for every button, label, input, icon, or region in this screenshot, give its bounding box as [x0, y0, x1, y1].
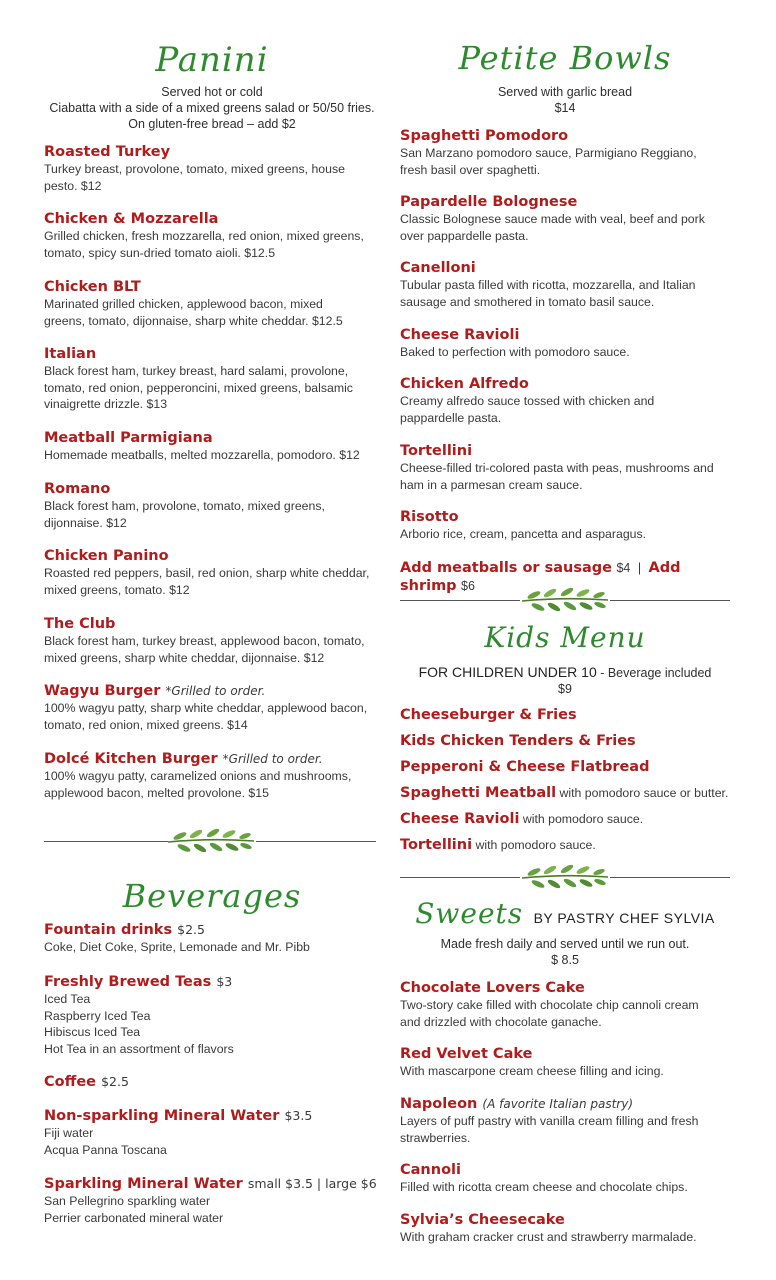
olive-branch-divider: [400, 585, 730, 615]
menu-item: Chocolate Lovers Cake Two-story cake filled with chocolate chip cannoli cream and drizzled with chocolate ganache.: [400, 980, 699, 1029]
menu-item: Meatball Parmigiana Homemade meatballs, melted mozzarella, pomodoro. $12: [44, 430, 360, 462]
kids-item: Cheeseburger & Fries: [400, 707, 577, 723]
menu-item: Papardelle Bolognese Classic Bolognese sauce made with veal, beef and pork over pappardelle pasta.: [400, 194, 705, 243]
olive-branch-icon: [166, 826, 256, 856]
beverage-item: Sparkling Mineral Water small $3.5 | large $6 San Pellegrino sparkling water Perrier carbonated mineral water: [44, 1176, 377, 1225]
menu-item: Red Velvet Cake With mascarpone cream cheese filling and icing.: [400, 1046, 664, 1078]
menu-item: Spaghetti Pomodoro San Marzano pomodoro sauce, Parmigiano Reggiano, fresh basil over spaghetti.: [400, 128, 697, 177]
beverage-item: Fountain drinks $2.5 Coke, Diet Coke, Sprite, Lemonade and Mr. Pibb: [44, 922, 310, 954]
petite-bowls-subtitle: Served with garlic bread $14: [497, 85, 633, 115]
beverage-item: Coffee $2.5: [44, 1074, 129, 1090]
menu-item: Canelloni Tubular pasta filled with ricotta, mozzarella, and Italian sausage and smothered in tomato basil sauce.: [400, 260, 696, 309]
olive-branch-divider: [44, 826, 376, 856]
menu-item: Chicken & Mozzarella Grilled chicken, fresh mozzarella, red onion, mixed greens, tomato, spicy sun-dried tomato aioli. $12.5: [44, 211, 364, 260]
menu-item: Chicken Alfredo Creamy alfredo sauce tossed with chicken and pappardelle pasta.: [400, 376, 655, 425]
menu-item: Wagyu Burger *Grilled to order. 100% wagyu patty, sharp white cheddar, applewood bacon, tomato, red onion, mixed greens. $14: [44, 683, 368, 732]
menu-item: Sylvia’s Cheesecake With graham cracker crust and strawberry marmalade.: [400, 1212, 697, 1244]
menu-item: Dolcé Kitchen Burger *Grilled to order. 100% wagyu patty, caramelized onions and mushrooms, applewood bacon, melted provolone. $15: [44, 751, 352, 800]
kids-menu-subtitle: FOR CHILDREN UNDER 10 - Beverage included $9: [418, 664, 712, 696]
menu-item: Cheese Ravioli Baked to perfection with pomodoro sauce.: [400, 327, 630, 359]
menu-item: Chicken BLT Marinated grilled chicken, applewood bacon, mixed greens, tomato, dijonnaise, sharp white cheddar. $12.5: [44, 279, 343, 328]
grilled-note: *Grilled to order.: [165, 684, 266, 698]
sweets-subtitle: Made fresh daily and served until we run out. $ 8.5: [440, 937, 690, 967]
kids-item: Kids Chicken Tenders & Fries: [400, 733, 636, 749]
beverage-item: Freshly Brewed Teas $3 Iced Tea Raspberry Iced Tea Hibiscus Iced Tea Hot Tea in an assortment of flavors: [44, 974, 234, 1056]
menu-item: Chicken Panino Roasted red peppers, basil, red onion, sharp white cheddar, mixed greens, tomato. $12: [44, 548, 370, 597]
kids-item: Spaghetti Meatball with pomodoro sauce or butter.: [400, 785, 729, 801]
olive-branch-icon: [520, 862, 610, 892]
menu-item: Roasted Turkey Turkey breast, provolone, tomato, mixed greens, house pesto. $12: [44, 144, 345, 193]
menu-item: Risotto Arborio rice, cream, pancetta and asparagus.: [400, 509, 647, 541]
add-ons: Add meatballs or sausage $4 | Add shrimp $6: [400, 560, 681, 594]
grilled-note: *Grilled to order.: [222, 752, 323, 766]
panini-subtitle: Served hot or cold Ciabatta with a side of a mixed greens salad or 50/50 fries. On gluten-free bread – add $2: [49, 85, 375, 131]
kids-menu-heading: Kids Menu: [484, 621, 646, 654]
kids-item: Cheese Ravioli with pomodoro sauce.: [400, 811, 644, 827]
kids-item: Pepperoni & Cheese Flatbread: [400, 759, 650, 775]
olive-branch-divider: [400, 862, 730, 892]
beverages-heading: Beverages: [122, 877, 302, 915]
kids-item: Tortellini with pomodoro sauce.: [400, 837, 596, 853]
menu-item: Romano Black forest ham, provolone, tomato, mixed greens, dijonnaise. $12: [44, 481, 325, 530]
petite-bowls-heading: Petite Bowls: [458, 39, 672, 77]
olive-branch-icon: [520, 585, 610, 615]
menu-item: The Club Black forest ham, turkey breast, applewood bacon, tomato, mixed greens, sharp white cheddar, dijonnaise. $12: [44, 616, 365, 665]
sweets-heading-row: [400, 894, 730, 934]
menu-item: Cannoli Filled with ricotta cream cheese and chocolate chips.: [400, 1162, 688, 1194]
sweets-byline: BY PASTRY CHEF SYLVIA: [533, 910, 715, 926]
beverage-item: Non-sparkling Mineral Water $3.5 Fiji water Acqua Panna Toscana: [44, 1108, 313, 1157]
menu-item: Napoleon (A favorite Italian pastry) Layers of puff pastry with vanilla cream filling and fresh strawberries.: [400, 1096, 699, 1145]
panini-heading: Panini: [155, 40, 269, 80]
menu-item: Italian Black forest ham, turkey breast, hard salami, provolone, tomato, red onion, pepperoncini, mixed greens, balsamic vinaigrette drizzle. $13: [44, 346, 353, 411]
menu-item: Tortellini Cheese-filled tri-colored pasta with peas, mushrooms and ham in a parmesan cream sauce.: [400, 443, 714, 492]
sweets-heading: Sweets: [415, 897, 524, 930]
